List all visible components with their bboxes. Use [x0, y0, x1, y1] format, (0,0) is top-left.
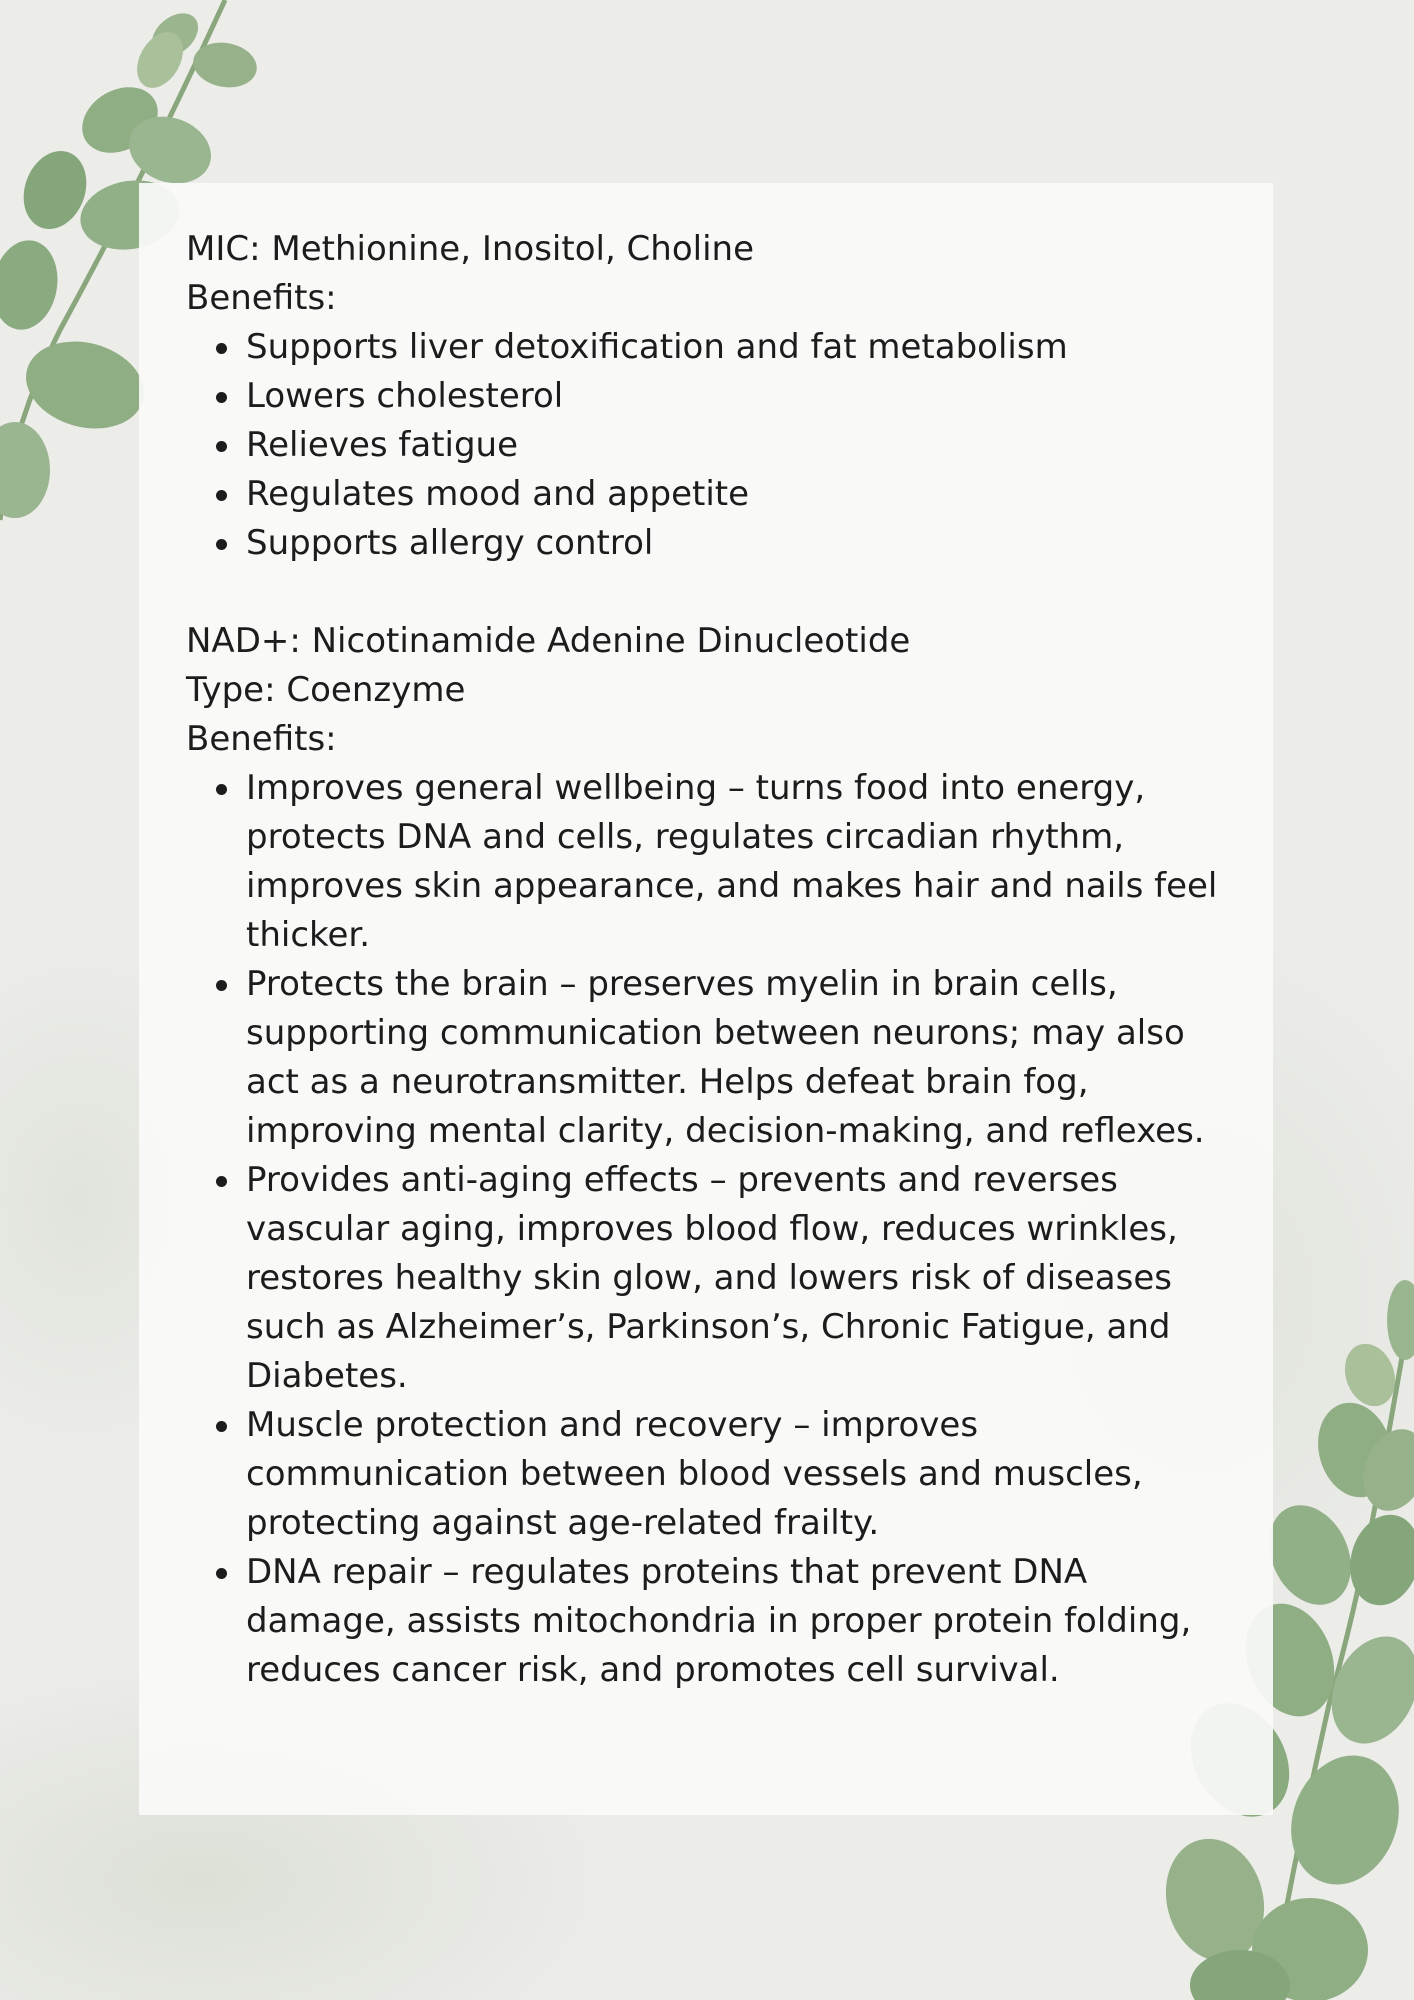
list-item-line: improves skin appearance, and makes hair and nails feel — [246, 866, 1218, 906]
nad-benefits-list — [186, 764, 1216, 1695]
list-item-line: reduces cancer risk, and promotes cell survival. — [246, 1650, 1060, 1690]
nad-benefits-label: Benefits: — [186, 719, 337, 759]
list-item: Regulates mood and appetite — [246, 470, 1216, 519]
section-spacer — [186, 568, 1216, 617]
list-item-line: act as a neurotransmitter. Helps defeat brain fog, — [246, 1062, 1089, 1102]
list-item-line: Provides anti-aging effects – prevents and reverses — [246, 1160, 1118, 1200]
list-item — [246, 1156, 1216, 1401]
list-item: Supports allergy control — [246, 519, 1216, 568]
nad-heading: NAD+: Nicotinamide Adenine Dinucleotide — [186, 621, 911, 661]
list-item-line: Improves general wellbeing – turns food into energy, — [246, 768, 1146, 808]
document-content — [186, 225, 1216, 1695]
list-item-line: damage, assists mitochondria in proper protein folding, — [246, 1601, 1192, 1641]
list-item — [246, 1548, 1216, 1695]
list-item — [246, 960, 1216, 1156]
list-item — [246, 764, 1216, 960]
list-item: Supports liver detoxification and fat metabolism — [246, 323, 1216, 372]
list-item-line: thicker. — [246, 915, 371, 955]
list-item-line: improving mental clarity, decision-making, and reflexes. — [246, 1111, 1205, 1151]
list-item-line: vascular aging, improves blood flow, reduces wrinkles, — [246, 1209, 1178, 1249]
mic-benefits-label: Benefits: — [186, 278, 337, 318]
list-item: Relieves fatigue — [246, 421, 1216, 470]
nad-section — [186, 617, 1216, 1695]
list-item: Lowers cholesterol — [246, 372, 1216, 421]
list-item-line: restores healthy skin glow, and lowers risk of diseases — [246, 1258, 1172, 1298]
list-item-line: Diabetes. — [246, 1356, 408, 1396]
list-item-line: supporting communication between neurons; may also — [246, 1013, 1185, 1053]
list-item-line: communication between blood vessels and muscles, — [246, 1454, 1143, 1494]
list-item-line: DNA repair – regulates proteins that prevent DNA — [246, 1552, 1088, 1592]
mic-heading: MIC: Methionine, Inositol, Choline — [186, 229, 755, 269]
list-item-line: protects DNA and cells, regulates circadian rhythm, — [246, 817, 1125, 857]
mic-section — [186, 225, 1216, 568]
list-item — [246, 1401, 1216, 1548]
nad-type: Type: Coenzyme — [186, 670, 466, 710]
list-item-line: Protects the brain – preserves myelin in brain cells, — [246, 964, 1118, 1004]
list-item-line: such as Alzheimer’s, Parkinson’s, Chronic Fatigue, and — [246, 1307, 1171, 1347]
mic-benefits-list — [186, 323, 1216, 568]
list-item-line: Muscle protection and recovery – improves — [246, 1405, 979, 1445]
list-item-line: protecting against age-related frailty. — [246, 1503, 880, 1543]
